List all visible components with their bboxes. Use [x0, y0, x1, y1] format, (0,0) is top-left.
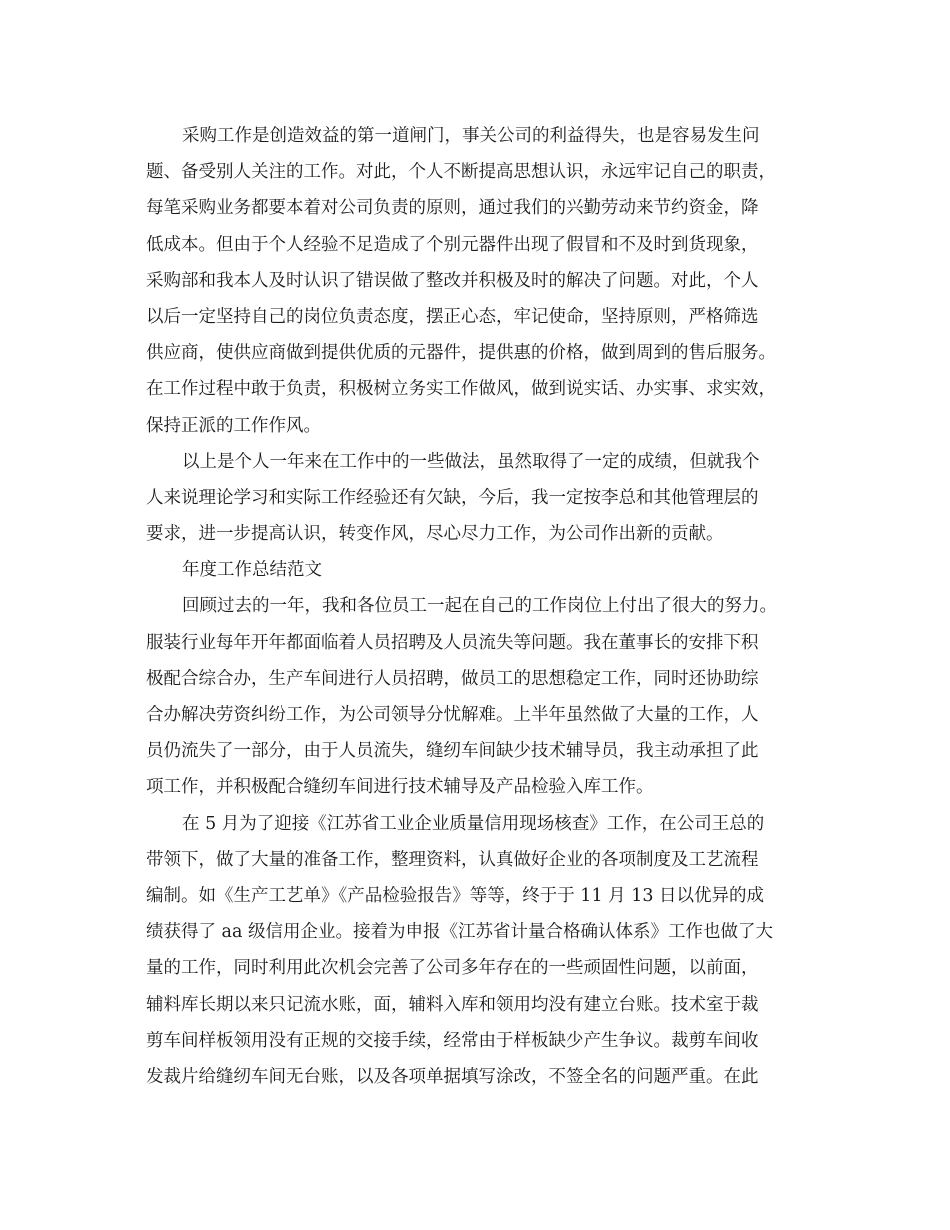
- paragraph-line: 项工作，并积极配合缝纫车间进行技术辅导及产品检验入库工作。: [146, 777, 654, 798]
- document-body: [146, 118, 816, 1095]
- paragraph-first-line: 在 5 月为了迎接《江苏省工业企业质量信用现场核查》工作，在公司王总的: [182, 813, 765, 834]
- paragraph-line: 题、备受别人关注的工作。对此，个人不断提高思想认识，永远牢记自己的职责，: [146, 162, 776, 183]
- paragraph-line: 绩获得了 aa 级信用企业。接着为申报《江苏省计量合格确认体系》工作也做了大: [146, 922, 773, 943]
- paragraph-line: 量的工作，同时利用此次机会完善了公司多年存在的一些顽固性问题，以前面，: [146, 958, 759, 979]
- paragraph-first-line: 回顾过去的一年，我和各位员工一起在自己的工作岗位上付出了很大的努力。: [182, 596, 777, 617]
- paragraph-line: 每笔采购业务都要本着对公司负责的原则，通过我们的兴勤劳动来节约资金，降: [146, 198, 759, 219]
- paragraph-line: 合办解决劳资纠纷工作，为公司领导分忧解难。上半年虽然做了大量的工作，人: [146, 705, 759, 725]
- paragraph-line: 编制。如《生产工艺单》《产品检验报告》等等，终于于 11 月 13 日以优异的成: [146, 885, 765, 906]
- paragraph-line: 剪车间样板领用没有正规的交接手续，经常由于样板缺少产生争议。裁剪车间收: [146, 1030, 759, 1051]
- paragraph-first-line: 年度工作总结范文: [182, 560, 322, 581]
- paragraph-line: 极配合综合办，生产车间进行人员招聘，做员工的思想稳定工作，同时还协助综: [146, 668, 759, 689]
- paragraph-line: 以后一定坚持自己的岗位负责态度，摆正心态，牢记使命，坚持原则，严格筛选: [146, 306, 759, 327]
- paragraph-first-line: 以上是个人一年来在工作中的一些做法，虽然取得了一定的成绩，但就我个: [182, 451, 760, 472]
- paragraph-line: 员仍流失了一部分，由于人员流失，缝纫车间缺少技术辅导员，我主动承担了此: [146, 741, 759, 762]
- paragraph-line: 保持正派的工作作风。: [146, 415, 321, 436]
- paragraph-line: 要求，进一步提高认识，转变作风，尽心尽力工作，为公司作出新的贡献。: [146, 524, 724, 545]
- paragraph-line: 发裁片给缝纫车间无台账，以及各项单据填写涂改，不签全名的问题严重。在此: [146, 1066, 759, 1087]
- paragraph-line: 在工作过程中敢于负责，积极树立务实工作做风，做到说实话、办实事、求实效，: [146, 379, 776, 400]
- paragraph-line: 低成本。但由于个人经验不足造成了个别元器件出现了假冒和不及时到货现象，: [146, 234, 759, 255]
- paragraph-first-line: 采购工作是创造效益的第一道闸门，事关公司的利益得失，也是容易发生问: [182, 126, 760, 146]
- paragraph-line: 服装行业每年开年都面临着人员招聘及人员流失等问题。我在董事长的安排下积: [146, 632, 759, 653]
- paragraph-line: 带领下，做了大量的准备工作，整理资料，认真做好企业的各项制度及工艺流程: [146, 849, 759, 870]
- paragraph-line: 辅料库长期以来只记流水账，面，辅料入库和领用均没有建立台账。技术室于裁: [146, 994, 759, 1015]
- paragraph-line: 采购部和我本人及时认识了错误做了整改并积极及时的解决了问题。对此，个人: [146, 270, 759, 291]
- paragraph-line: 人来说理论学习和实际工作经验还有欠缺，今后，我一定按李总和其他管理层的: [146, 487, 759, 508]
- paragraph-line: 供应商，使供应商做到提供优质的元器件，提供惠的价格，做到周到的售后服务。: [146, 343, 776, 364]
